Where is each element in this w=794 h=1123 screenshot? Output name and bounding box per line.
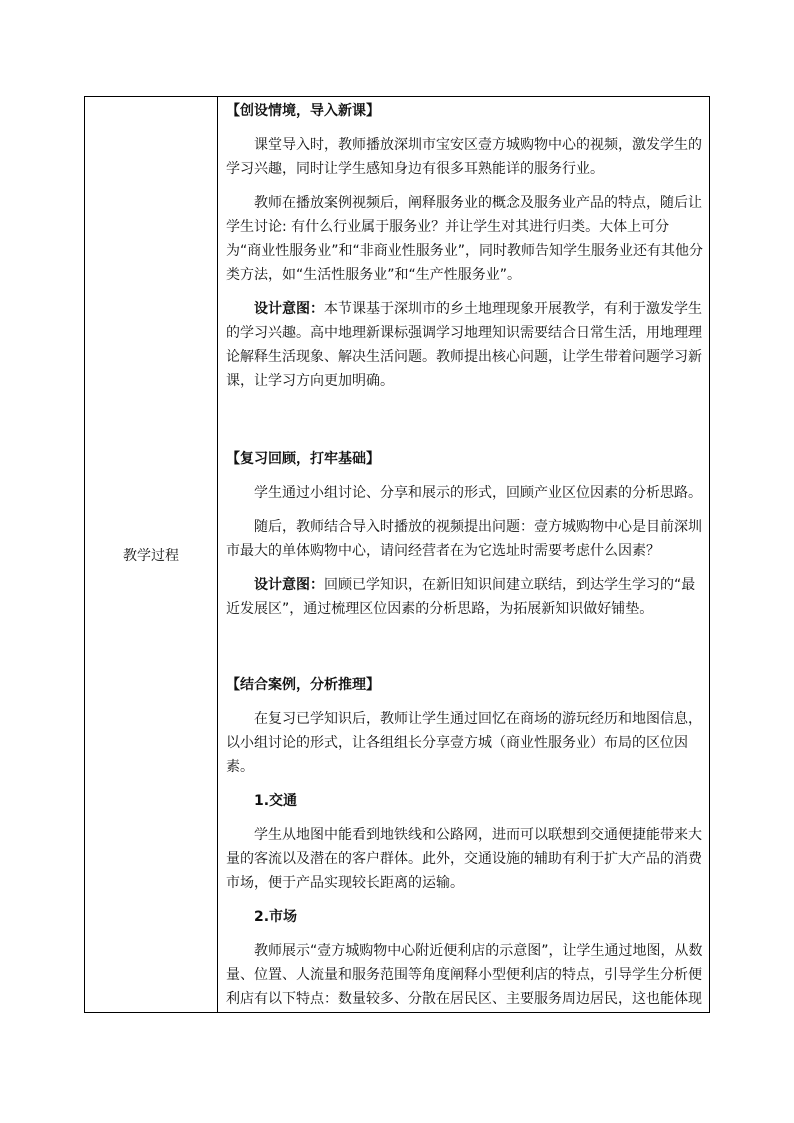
- design-intent-label: 设计意图：: [254, 577, 324, 593]
- design-intent-text: 回顾已学知识，在新旧知识间建立联结，到达学生学习的“最近发展区”，通过梳理区位因素的分析思路，为拓展新知识做好铺垫。: [226, 577, 696, 617]
- design-intent-paragraph: [226, 573, 704, 621]
- content-cell: [226, 101, 704, 1011]
- section-heading: 【复习回顾，打牢基础】: [226, 451, 380, 467]
- design-intent-paragraph: [226, 297, 704, 393]
- row-label: 教学过程: [123, 547, 179, 564]
- paragraph: 教师展示“壹方城购物中心附近便利店的示意图”，让学生通过地图，从数量、位置、人流量和服务范围等角度阐释小型便利店的特点，引导学生分析便利店有以下特点：数量较多、分散在居民区、主要服务周边居民，这也能体现: [226, 943, 703, 1007]
- section-heading: 【结合案例，分析推理】: [226, 677, 380, 693]
- paragraph: 教师在播放案例视频后，阐释服务业的概念及服务业产品的特点，随后让学生讨论: 有什么行业属于服务业？并让学生对其进行归类。大体上可分为“商业性服务业”和“非商业性服务业”，同时教师告知学生服务业还有其他分类方法，如“生活性服务业”和“生产性服务业”。: [226, 195, 704, 283]
- paragraph: 随后，教师结合导入时播放的视频提出问题：壹方城购物中心是目前深圳市最大的单体购物中心，请问经营者在为它选址时需要考虑什么因素？: [226, 519, 702, 559]
- sub-heading: 2.市场: [254, 909, 298, 925]
- design-intent-label: 设计意图：: [254, 301, 324, 317]
- lesson-table: [84, 96, 710, 1013]
- paragraph: 学生从地图中能看到地铁线和公路网，进而可以联想到交通便捷能带来大量的客流以及潜在的客户群体。此外，交通设施的辅助有利于扩大产品的消费市场，便于产品实现较长距离的运输。: [226, 827, 702, 891]
- paragraph: 学生通过小组讨论、分享和展示的形式，回顾产业区位因素的分析思路。: [254, 485, 702, 501]
- sub-heading: 1.交通: [254, 793, 298, 809]
- column-divider: [217, 97, 218, 1012]
- paragraph: 课堂导入时，教师播放深圳市宝安区壹方城购物中心的视频，激发学生的学习兴趣，同时让学生感知身边有很多耳熟能详的服务行业。: [226, 137, 702, 177]
- paragraph: 在复习已学知识后，教师让学生通过回忆在商场的游玩经历和地图信息，以小组讨论的形式，让各组组长分享壹方城（商业性服务业）布局的区位因素。: [226, 711, 702, 775]
- design-intent-text: 本节课基于深圳市的乡土地理现象开展教学，有利于激发学生的学习兴趣。高中地理新课标强调学习地理知识需要结合日常生活，用地理理论解释生活现象、解决生活问题。教师提出核心问题，让学生带着问题学习新课，让学习方向更加明确。: [226, 301, 702, 389]
- row-label-cell: [85, 97, 217, 1012]
- section-heading: 【创设情境，导入新课】: [226, 103, 380, 119]
